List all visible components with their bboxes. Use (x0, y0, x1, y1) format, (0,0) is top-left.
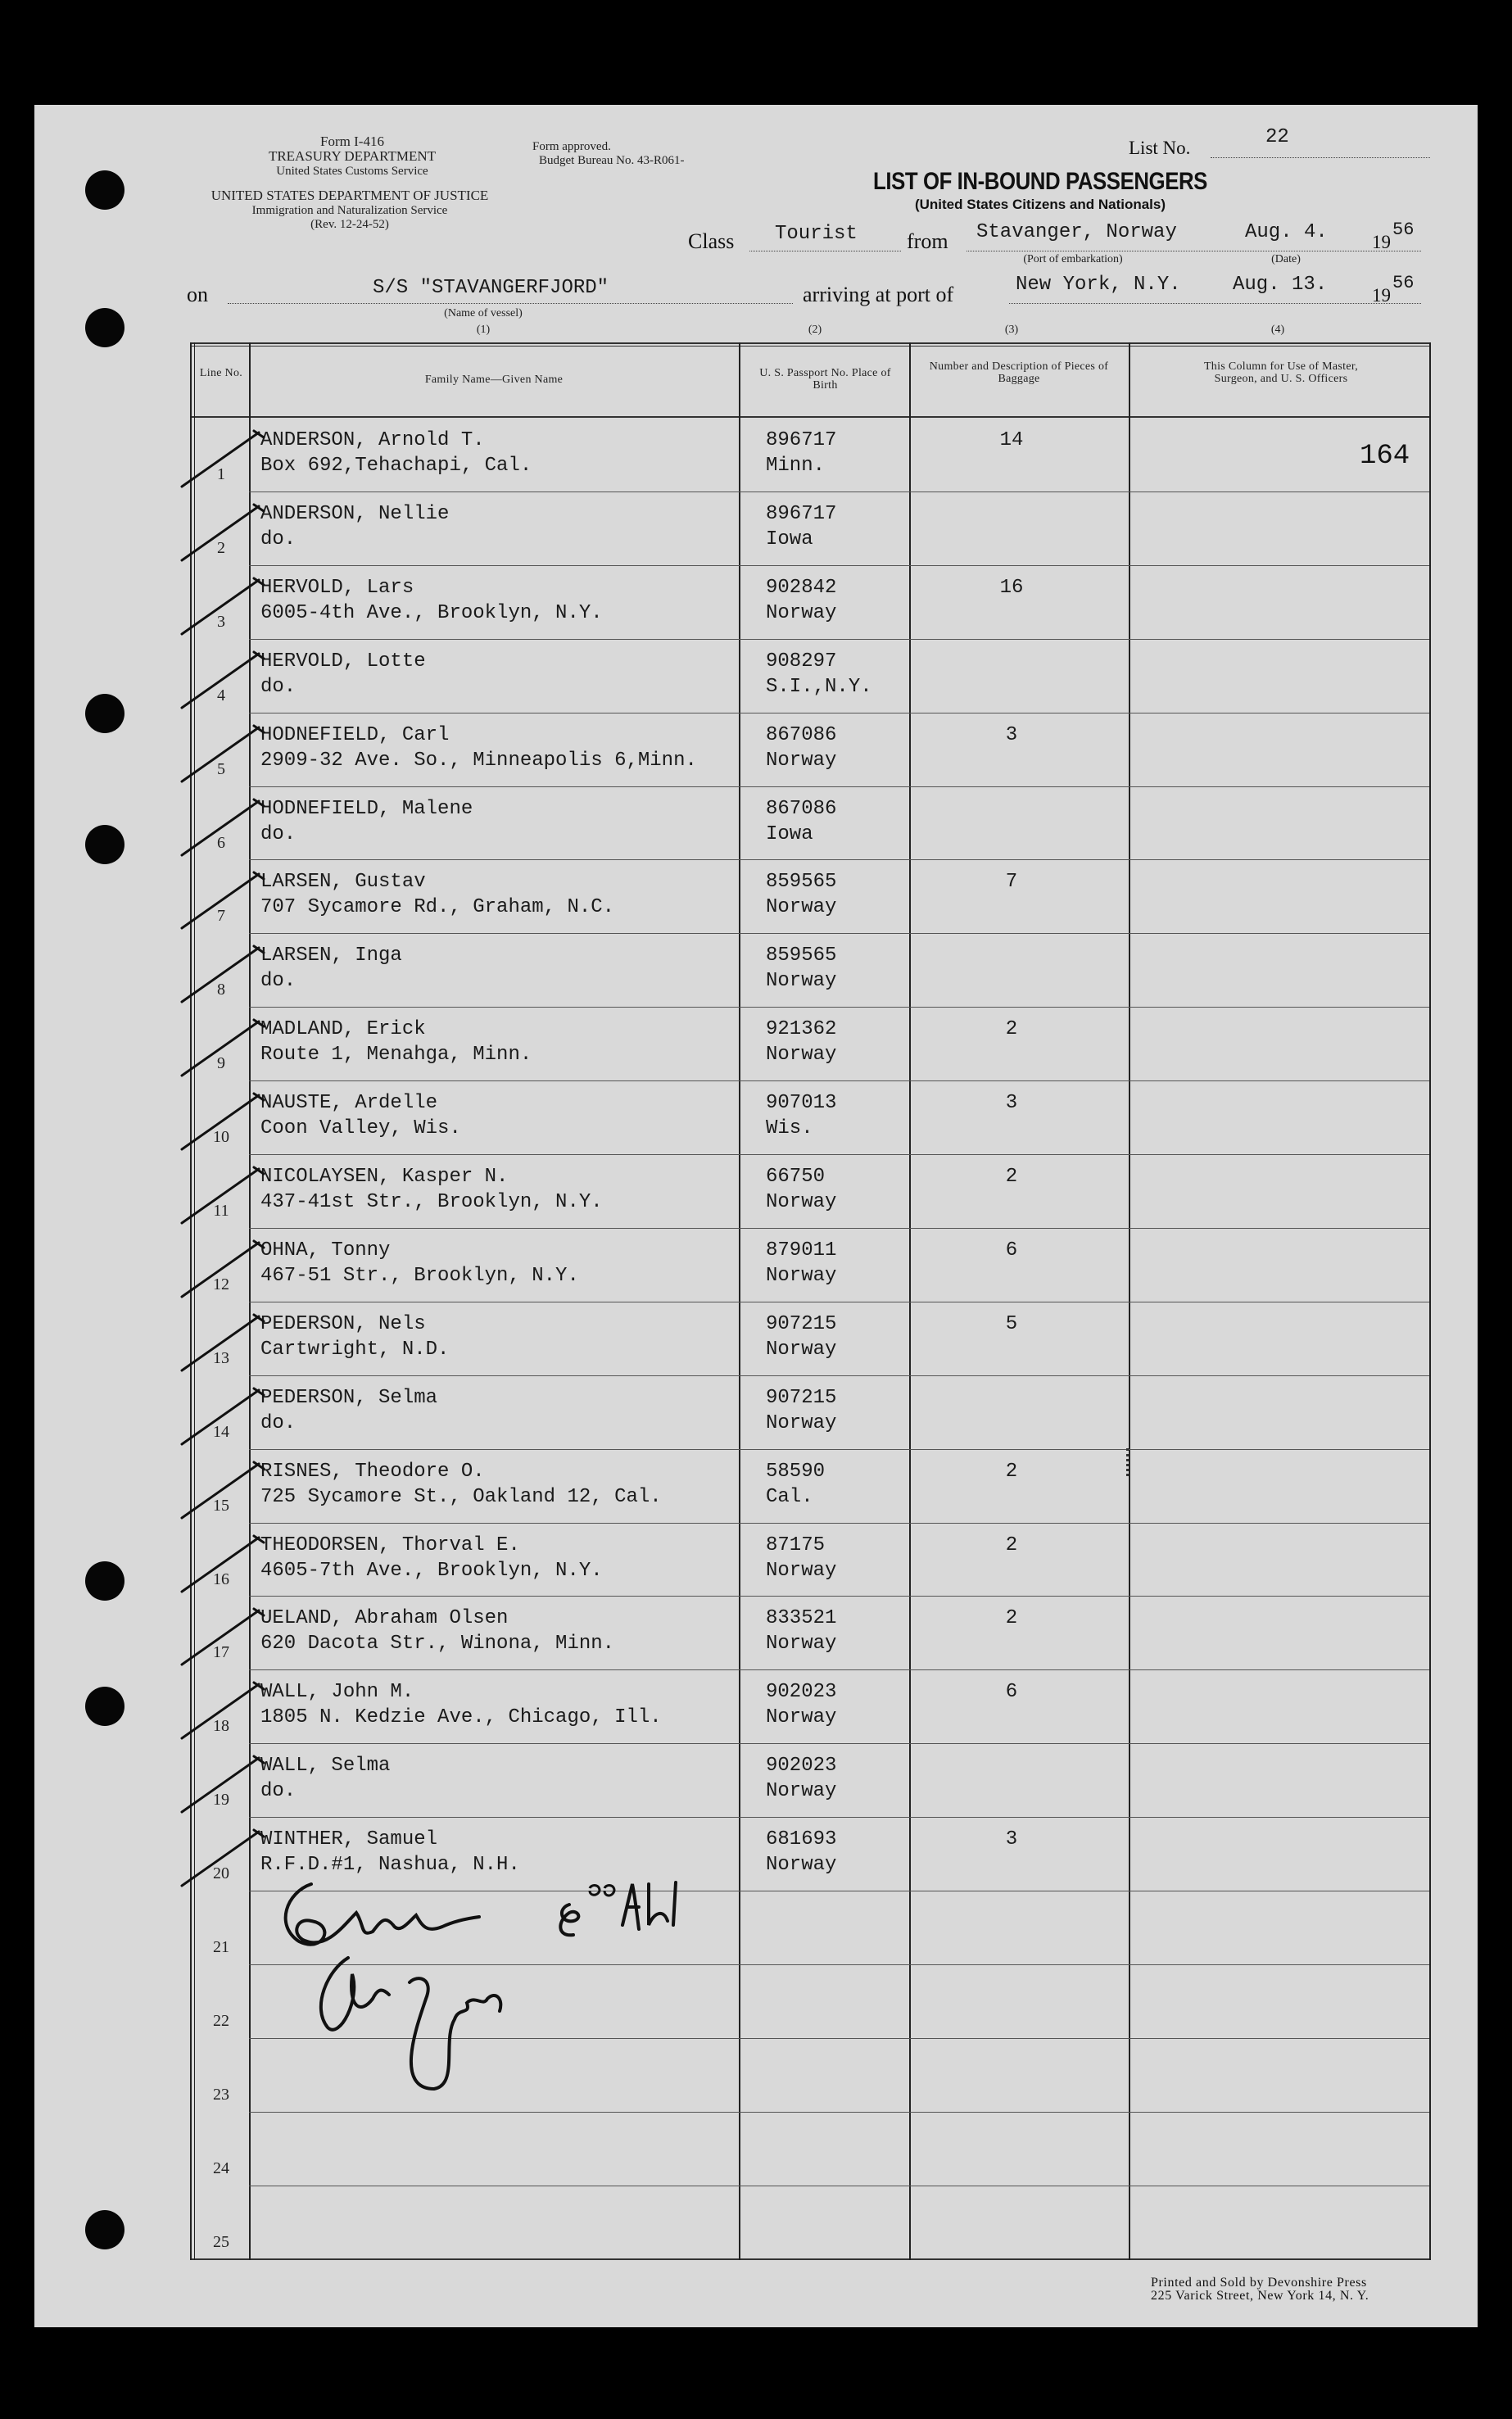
row-divider (249, 1154, 1429, 1155)
passenger-name: HODNEFIELD, Carl (260, 723, 450, 746)
vessel-caption: (Name of vessel) (444, 307, 523, 319)
line-number: 12 (213, 1275, 229, 1293)
place-of-birth: Norway (766, 1780, 837, 1803)
passport-number: 896717 (766, 502, 837, 525)
line-number: 24 (213, 2159, 229, 2177)
line-number: 16 (213, 1570, 229, 1588)
baggage-count: 2 (1005, 1460, 1018, 1483)
line-number: 9 (217, 1054, 225, 1073)
arrival-line (1009, 303, 1421, 304)
passenger-address: do. (260, 970, 297, 993)
line-number: 15 (213, 1496, 229, 1515)
line-number: 10 (213, 1128, 229, 1147)
place-of-birth: Norway (766, 1854, 837, 1877)
check-mark (179, 500, 269, 565)
line-number: 8 (217, 981, 225, 999)
passenger-name: ANDERSON, Nellie (260, 502, 450, 525)
place-of-birth: Iowa (766, 822, 813, 845)
caption-3: (3) (1004, 324, 1019, 336)
passenger-name: HERVOLD, Lars (260, 576, 414, 599)
passport-number: 902023 (766, 1755, 837, 1778)
caption-4: (4) (1270, 324, 1285, 336)
ins-service: Immigration and Naturalization Service (251, 204, 448, 217)
embarkation-caption: (Port of embarkation) (1023, 253, 1123, 265)
header-line-no: Line No. (199, 367, 243, 379)
line-number: 6 (217, 833, 225, 852)
row-divider (249, 1669, 1429, 1670)
check-mark (179, 721, 269, 786)
passenger-name: PEDERSON, Nels (260, 1312, 426, 1335)
check-mark (179, 1825, 269, 1891)
check-mark (179, 1531, 269, 1597)
line-number: 11 (213, 1202, 229, 1220)
treasury-dept: TREASURY DEPARTMENT (268, 148, 437, 164)
passport-number: 859565 (766, 871, 837, 894)
row-divider (249, 933, 1429, 934)
line-number: 21 (213, 1938, 229, 1956)
line-number: 7 (217, 907, 225, 926)
passport-number: 867086 (766, 723, 837, 746)
check-mark (179, 1162, 269, 1228)
line-number: 1 (217, 465, 225, 483)
caption-2: (2) (808, 324, 822, 336)
place-of-birth: Norway (766, 1411, 837, 1434)
place-of-birth: Wis. (766, 1117, 813, 1140)
form-number: Form I-416 (320, 134, 384, 149)
punch-hole (85, 825, 124, 864)
place-of-birth: Norway (766, 1559, 837, 1582)
passport-number: 87175 (766, 1533, 826, 1556)
check-mark (179, 795, 269, 860)
budget-bureau: Budget Bureau No. 43-R061- (539, 154, 685, 167)
baggage-count: 6 (1005, 1681, 1018, 1704)
place-of-birth: Norway (766, 1706, 837, 1729)
passenger-name: MADLAND, Erick (260, 1018, 426, 1041)
passport-number: 902842 (766, 576, 837, 599)
row-divider (249, 786, 1429, 787)
baggage-count: 6 (1005, 1239, 1018, 1262)
passenger-name: NAUSTE, Ardelle (260, 1092, 438, 1115)
class-value: Tourist (775, 223, 858, 245)
passenger-name: HERVOLD, Lotte (260, 650, 426, 673)
passenger-address: 437-41st Str., Brooklyn, N.Y. (260, 1191, 603, 1213)
passenger-name: THEODORSEN, Thorval E. (260, 1533, 520, 1556)
arriving-label: arriving at port of (803, 283, 954, 306)
passenger-address: 1805 N. Kedzie Ave., Chicago, Ill. (260, 1706, 662, 1729)
class-label: Class (688, 229, 735, 253)
passenger-address: 620 Dacota Str., Winona, Minn. (260, 1633, 615, 1656)
ink-mark (1126, 1448, 1143, 1476)
place-of-birth: Iowa (766, 528, 813, 550)
list-no: 22 (1265, 126, 1289, 148)
check-mark (179, 426, 269, 492)
place-of-birth: Norway (766, 970, 837, 993)
place-of-birth: Norway (766, 1264, 837, 1287)
header-baggage: Number and Description of Pieces of Baggage (929, 360, 1109, 385)
row-divider (249, 1449, 1429, 1450)
line-number: 13 (213, 1348, 229, 1367)
passenger-address: 725 Sycamore St., Oakland 12, Cal. (260, 1485, 662, 1508)
year-suffix: 56 (1392, 220, 1415, 240)
passport-number: 896717 (766, 429, 837, 451)
passenger-name: HODNEFIELD, Malene (260, 797, 473, 820)
passenger-address: 2909-32 Ave. So., Minneapolis 6,Minn. (260, 749, 697, 772)
check-mark (179, 1457, 269, 1523)
passenger-name: WINTHER, Samuel (260, 1828, 438, 1851)
row-divider (249, 1817, 1429, 1818)
baggage-count: 2 (1005, 1533, 1018, 1556)
list-no-line (1211, 157, 1430, 158)
passenger-name: LARSEN, Inga (260, 944, 402, 967)
punch-hole (85, 1687, 124, 1726)
passenger-name: ANDERSON, Arnold T. (260, 429, 485, 451)
passport-number: 58590 (766, 1460, 826, 1483)
row-divider (249, 565, 1429, 566)
passenger-name: OHNA, Tonny (260, 1239, 391, 1262)
form-approved: Form approved. (532, 140, 611, 153)
check-mark (179, 1678, 269, 1743)
arrival-year-suffix: 56 (1392, 273, 1415, 293)
passenger-name: RISNES, Theodore O. (260, 1460, 485, 1483)
arrival-port: New York, N.Y. (1016, 274, 1181, 296)
line-number: 3 (217, 612, 225, 631)
punch-hole (85, 308, 124, 347)
passenger-name: WALL, Selma (260, 1755, 391, 1778)
place-of-birth: Norway (766, 1191, 837, 1213)
passenger-name: NICOLAYSEN, Kasper N. (260, 1166, 509, 1188)
passport-number: 879011 (766, 1239, 837, 1262)
passport-number: 66750 (766, 1166, 826, 1188)
baggage-count: 3 (1005, 1828, 1018, 1851)
place-of-birth: Norway (766, 896, 837, 919)
line-number: 18 (213, 1717, 229, 1736)
baggage-count: 7 (1005, 871, 1018, 894)
place-of-birth: Minn. (766, 455, 826, 477)
line-number: 22 (213, 2011, 229, 2030)
baggage-count: 3 (1005, 723, 1018, 746)
date-caption: (Date) (1271, 253, 1301, 265)
passport-number: 859565 (766, 944, 837, 967)
arrival-year-prefix: 19 (1372, 285, 1391, 306)
place-of-birth: Norway (766, 1044, 837, 1067)
passport-number: 908297 (766, 650, 837, 673)
passenger-address: 4605-7th Ave., Brooklyn, N.Y. (260, 1559, 603, 1582)
punch-hole (85, 694, 124, 733)
passport-number: 921362 (766, 1018, 837, 1041)
passport-number: 681693 (766, 1828, 837, 1851)
line-number: 2 (217, 538, 225, 557)
check-mark (179, 573, 269, 639)
passenger-address: do. (260, 1411, 297, 1434)
check-mark (179, 1751, 269, 1817)
arrival-date: Aug. 13. (1233, 274, 1328, 296)
passenger-name: UELAND, Abraham Olsen (260, 1607, 509, 1630)
passenger-address: Cartwright, N.D. (260, 1338, 450, 1361)
passport-number: 833521 (766, 1607, 837, 1630)
justice-dept: UNITED STATES DEPARTMENT OF JUSTICE (211, 188, 489, 203)
vessel-name: S/S "STAVANGERFJORD" (373, 277, 609, 299)
passenger-address: do. (260, 675, 297, 698)
baggage-count: 2 (1005, 1166, 1018, 1188)
passport-number: 907215 (766, 1312, 837, 1335)
header-name: Family Name—Given Name (424, 374, 564, 386)
check-mark (179, 867, 269, 933)
row-divider (249, 1007, 1429, 1008)
row-divider (249, 1375, 1429, 1376)
header-passport: U. S. Passport No. Place of Birth (759, 367, 891, 392)
passport-number: 867086 (766, 797, 837, 820)
line-number: 5 (217, 759, 225, 778)
embarkation-port: Stavanger, Norway (976, 221, 1177, 243)
passenger-address: do. (260, 528, 297, 550)
passenger-address: Coon Valley, Wis. (260, 1117, 461, 1140)
check-mark (179, 647, 269, 713)
row-divider (249, 1228, 1429, 1229)
baggage-count: 3 (1005, 1092, 1018, 1115)
form-revision: (Rev. 12-24-52) (310, 218, 389, 231)
check-mark (179, 941, 269, 1007)
line-number: 14 (213, 1422, 229, 1441)
punch-hole (85, 1561, 124, 1601)
punch-hole (85, 2210, 124, 2249)
line-number: 20 (213, 1864, 229, 1883)
from-label: from (907, 229, 948, 253)
printer-line-1: Printed and Sold by Devonshire Press (1151, 2276, 1367, 2290)
list-no-label: List No. (1129, 138, 1191, 158)
customs-service: United States Customs Service (276, 165, 428, 178)
place-of-birth: Norway (766, 1338, 837, 1361)
baggage-count: 2 (1005, 1607, 1018, 1630)
passenger-name: LARSEN, Gustav (260, 871, 426, 894)
place-of-birth: Norway (766, 749, 837, 772)
passenger-name: WALL, John M. (260, 1681, 414, 1704)
passport-number: 902023 (766, 1681, 837, 1704)
check-mark (179, 1310, 269, 1375)
passport-number: 907013 (766, 1092, 837, 1115)
row-divider (249, 1523, 1429, 1524)
check-mark (179, 1604, 269, 1669)
line-number: 17 (213, 1643, 229, 1662)
vessel-line (228, 303, 793, 304)
passenger-address: do. (260, 1780, 297, 1803)
passenger-address: Route 1, Menahga, Minn. (260, 1044, 532, 1067)
line-number: 25 (213, 2232, 229, 2251)
caption-1: (1) (476, 324, 491, 336)
form-title: LIST OF IN-BOUND PASSENGERS (873, 168, 1207, 195)
passenger-address: R.F.D.#1, Nashua, N.H. (260, 1854, 520, 1877)
check-mark (179, 1015, 269, 1080)
printer-line-2: 225 Varick Street, New York 14, N. Y. (1151, 2289, 1369, 2303)
form-subtitle: (United States Citizens and Nationals) (914, 197, 1166, 212)
baggage-count: 16 (999, 576, 1024, 599)
header-officers: This Column for Use of Master, Surgeon, and U. S. Officers (1203, 360, 1359, 385)
row-divider (249, 1743, 1429, 1744)
passenger-address: 467-51 Str., Brooklyn, N.Y. (260, 1264, 579, 1287)
check-mark (179, 1236, 269, 1302)
place-of-birth: Norway (766, 1633, 837, 1656)
baggage-count: 2 (1005, 1018, 1018, 1041)
place-of-birth: S.I.,N.Y. (766, 675, 872, 698)
passenger-address: Box 692,Tehachapi, Cal. (260, 455, 532, 477)
on-label: on (187, 283, 208, 306)
row-divider (249, 639, 1429, 640)
line-number: 4 (217, 686, 225, 704)
row-divider (249, 859, 1429, 860)
passport-number: 907215 (766, 1386, 837, 1409)
punch-hole (85, 170, 124, 210)
year-prefix: 19 (1372, 232, 1391, 252)
baggage-count: 5 (1005, 1312, 1018, 1335)
departure-date: Aug. 4. (1245, 221, 1328, 243)
handwritten-signature (278, 1876, 745, 2122)
passenger-name: PEDERSON, Selma (260, 1386, 438, 1409)
baggage-count: 14 (999, 429, 1024, 451)
check-mark (179, 1089, 269, 1154)
row-divider (249, 1596, 1429, 1597)
place-of-birth: Norway (766, 601, 837, 624)
row-divider (249, 1080, 1429, 1081)
passenger-address: do. (260, 822, 297, 845)
official-mark: 164 (1360, 441, 1410, 472)
line-number: 23 (213, 2085, 229, 2104)
place-of-birth: Cal. (766, 1485, 813, 1508)
passenger-address: 6005-4th Ave., Brooklyn, N.Y. (260, 601, 603, 624)
line-number: 19 (213, 1791, 229, 1810)
check-mark (179, 1384, 269, 1449)
passenger-address: 707 Sycamore Rd., Graham, N.C. (260, 896, 615, 919)
